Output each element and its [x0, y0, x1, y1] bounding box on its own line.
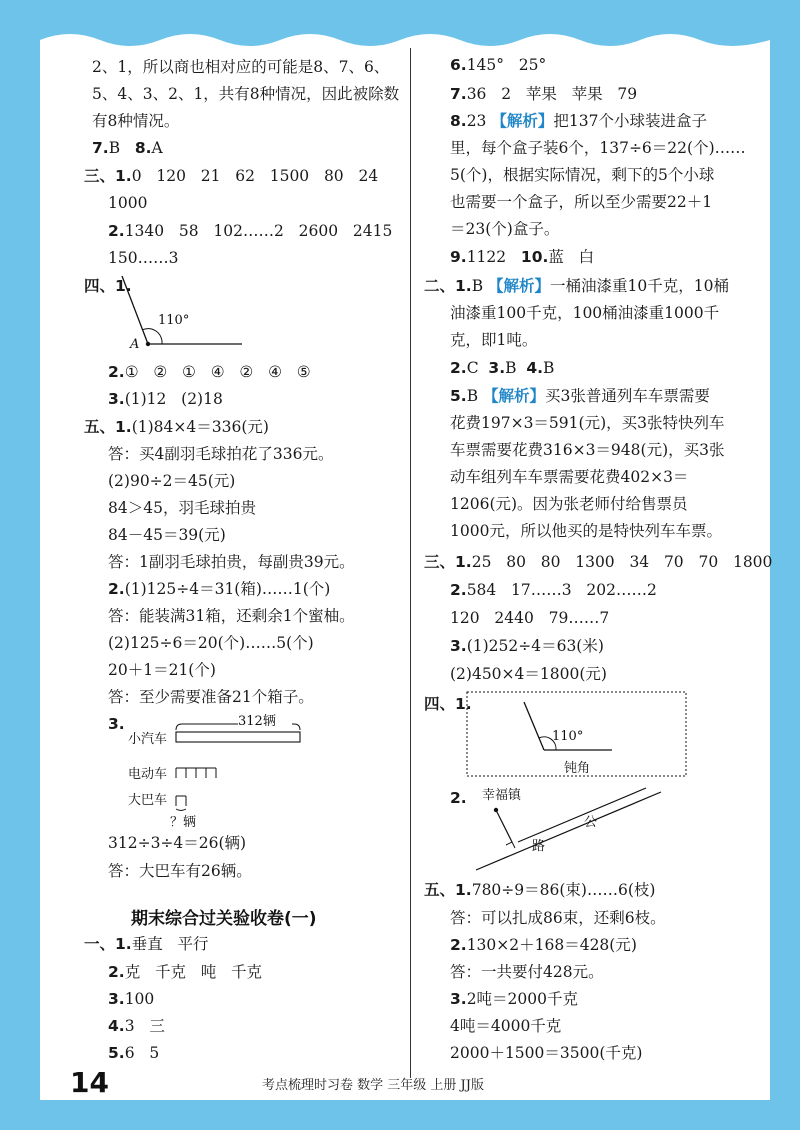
- answer-text: (1)125÷4＝31(箱)……1(个): [124, 580, 331, 598]
- answer-line: [450, 55, 546, 75]
- question-number: 6.: [450, 56, 467, 74]
- answer-text: 780÷9＝86(束)……6(枝): [471, 881, 656, 899]
- text-line: 车票需要花费316×3＝948(元)，买3张: [450, 441, 725, 459]
- answer-text: 1340 58 102……2 2600 2415: [124, 222, 393, 240]
- question-number: 2.: [108, 580, 125, 598]
- answer-text: 36 2 苹果 苹果 79: [466, 85, 638, 103]
- angle-label: 110°: [552, 729, 584, 744]
- page-number: 14: [70, 1066, 109, 1099]
- text-line: 1206(元)。因为张老师付给售票员: [450, 495, 688, 513]
- text-line: 120 2440 79……7: [450, 609, 610, 627]
- question-number: 1.: [115, 418, 132, 436]
- total-label: 312辆: [238, 714, 276, 729]
- segment-diagram: [120, 712, 320, 830]
- angle-vertex: [146, 342, 150, 346]
- answer-text: 克 千克 吨 千克: [124, 963, 263, 981]
- car-bar: [176, 732, 300, 742]
- answer-text: B: [543, 359, 555, 377]
- angle-ray: [524, 702, 544, 750]
- question-number: 2.: [108, 963, 125, 981]
- section-number: 二、: [424, 277, 456, 295]
- answer-text: 130×2＋168＝428(元): [466, 936, 637, 954]
- text-line: 2000＋1500＝3500(千克): [450, 1044, 643, 1062]
- row-label-electric: 电动车: [128, 767, 168, 782]
- answer-text: 25 80 80 1300 34 70 70 1800: [471, 553, 773, 571]
- answer-text: 2吨＝2000千克: [466, 990, 578, 1008]
- text-line: 5(个)，根据实际情况，剩下的5个小球: [450, 166, 715, 184]
- column-divider: [410, 48, 411, 1078]
- text-line: 84＞45，羽毛球拍贵: [108, 499, 256, 517]
- answer-text: B: [471, 277, 484, 295]
- analysis-tag: 【解析】: [483, 387, 546, 405]
- answer-text: B: [466, 387, 479, 405]
- right-angle-mark: [506, 842, 515, 848]
- section-number: 四、: [84, 277, 116, 295]
- answer-line: [424, 694, 472, 714]
- analysis-tag: 【解析】: [488, 277, 551, 295]
- perpendicular-line: [496, 810, 512, 842]
- text-line: 答：可以扎成86束，还剩6枝。: [450, 909, 666, 927]
- row-label-bus: 大巴车: [128, 793, 168, 808]
- answer-text: 0 120 21 62 1500 80 24: [131, 167, 379, 185]
- answer-line: [84, 166, 378, 186]
- question-number: 7.: [450, 85, 467, 103]
- question-number: 8.: [450, 112, 467, 130]
- point-label: A: [130, 337, 140, 352]
- question-number: 4.: [108, 1017, 125, 1035]
- question-number: 3.: [488, 359, 506, 377]
- question-number: 1.: [455, 881, 472, 899]
- question-number: 2.: [450, 359, 467, 377]
- answer-text: 3 三: [124, 1017, 165, 1035]
- text-line: 150……3: [108, 249, 179, 267]
- answer-line: [108, 962, 262, 982]
- answer-text: (1)84×4＝336(元): [131, 418, 269, 436]
- angle-ray: [122, 276, 148, 344]
- question-number: 5.: [108, 1044, 125, 1062]
- angle-caption: 钝角: [564, 761, 591, 776]
- answer-line: [424, 276, 729, 296]
- answer-text: 584 17……3 202……2: [466, 581, 657, 599]
- text-line: 也需要一个盒子，所以至少需要22＋1: [450, 193, 713, 211]
- answer-line: [450, 358, 554, 378]
- text-line: 答：至少需要准备21个箱子。: [108, 688, 314, 706]
- text-line: 答：一共要付428元。: [450, 963, 604, 981]
- answer-line: [450, 935, 637, 955]
- question-number: 1.: [455, 695, 472, 713]
- question-number: 7.: [92, 139, 109, 157]
- answer-line: [424, 880, 655, 900]
- analysis-tag: 【解析】: [491, 112, 554, 130]
- answer-text: B: [505, 359, 517, 377]
- answer-line: [92, 138, 163, 158]
- answer-line: [424, 552, 772, 572]
- text-line: 答：买4副羽毛球拍花了336元。: [108, 445, 334, 463]
- section-number: 四、: [424, 695, 456, 713]
- answer-line: [108, 1016, 165, 1036]
- text-line: 克，即1吨。: [450, 331, 538, 349]
- answer-text: (1)252÷4＝63(米): [466, 637, 604, 655]
- question-number: 3.: [108, 990, 125, 1008]
- angle-figure: [110, 272, 250, 352]
- text-line: 答：能装满31箱，还剩余1个蜜柚。: [108, 607, 355, 625]
- answer-line: [450, 989, 578, 1009]
- text-line: (2)90÷2＝45(元): [108, 472, 236, 490]
- answer-line: [108, 221, 392, 241]
- unknown-brace: [176, 809, 186, 811]
- question-number: 2.: [450, 789, 467, 807]
- question-number: 2.: [450, 581, 467, 599]
- text-line: 4吨＝4000千克: [450, 1017, 562, 1035]
- section-number: 一、: [84, 935, 116, 953]
- answer-line: [450, 111, 707, 131]
- answer-line: [450, 386, 710, 406]
- answer-line: [108, 389, 223, 409]
- answer-line: [450, 84, 637, 104]
- answer-line: [84, 417, 269, 437]
- text-line: 84－45＝39(元): [108, 526, 226, 544]
- answer-text: 6 5: [124, 1044, 160, 1062]
- answer-text: (1)12 (2)18: [124, 390, 223, 408]
- answer-line: [108, 989, 154, 1009]
- text-line: 答：1副羽毛球拍贵，每副贵39元。: [108, 553, 355, 571]
- text-line: ＝23(个)盒子。: [450, 220, 560, 238]
- section-number: 三、: [424, 553, 456, 571]
- answer-line: [450, 580, 657, 600]
- section-number: 五、: [84, 418, 116, 436]
- answer-text: ① ② ① ④ ② ④ ⑤: [124, 363, 311, 381]
- question-number: 9.: [450, 248, 467, 266]
- question-number: 10.: [520, 248, 549, 266]
- text-line: 312÷3÷4＝26(辆): [108, 834, 247, 852]
- answer-text: 一桶油漆重10千克，10桶: [550, 277, 729, 295]
- text-line: 1000: [108, 194, 148, 212]
- text-line: (2)125÷6＝20(个)……5(个): [108, 634, 314, 652]
- question-number: 1.: [115, 935, 132, 953]
- road-edge: [476, 792, 661, 870]
- road-label: 路: [532, 839, 546, 854]
- text-line: 花费197×3＝591(元)，买3张特快列车: [450, 414, 725, 432]
- section-number: 三、: [84, 167, 116, 185]
- question-number: 3.: [450, 637, 467, 655]
- text-line: 5、4、3、2、1，共有8种情况，因此被除数: [92, 85, 400, 103]
- question-number: 8.: [134, 139, 152, 157]
- text-line: 1000元，所以他买的是特快列车车票。: [450, 522, 722, 540]
- section-title: 期末综合过关验收卷(一): [131, 909, 317, 929]
- answer-line: [108, 1043, 159, 1063]
- answer-text: A: [151, 139, 163, 157]
- question-number: 2.: [108, 363, 125, 381]
- book-info: 考点梳理时习卷 数学 三年级 上册 JJ版: [262, 1078, 484, 1093]
- answer-text: 100: [124, 990, 155, 1008]
- question-number: 1.: [115, 277, 132, 295]
- question-number: 3.: [108, 390, 125, 408]
- text-line: (2)450×4＝1800(元): [450, 665, 607, 683]
- text-line: 20＋1＝21(个): [108, 661, 216, 679]
- row-label-car: 小汽车: [128, 732, 168, 747]
- unknown-label: ？辆: [170, 815, 197, 830]
- road-edge: [518, 788, 646, 842]
- road-map-figure: [466, 780, 666, 875]
- answer-text: 蓝 白: [548, 248, 595, 266]
- question-number: 2.: [450, 936, 467, 954]
- answer-line: [450, 788, 467, 808]
- text-line: 油漆重100千克，100桶油漆重1000千: [450, 304, 720, 322]
- angle-label: 110°: [158, 313, 190, 328]
- answer-text: 垂直 平行: [131, 935, 209, 953]
- question-number: 5.: [450, 387, 467, 405]
- answer-text: 23: [466, 112, 487, 130]
- question-number: 3.: [108, 715, 125, 733]
- question-number: 3.: [450, 990, 467, 1008]
- answer-line: [450, 247, 594, 267]
- question-number: 4.: [526, 359, 544, 377]
- answer-text: 145° 25°: [466, 56, 547, 74]
- answer-line: [450, 636, 604, 656]
- text-line: 动车组列车车票需要花费402×3＝: [450, 468, 689, 486]
- answer-text: 买3张普通列车车票需要: [545, 387, 710, 405]
- text-line: 里，每个盒子装6个，137÷6＝22(个)……: [450, 139, 746, 157]
- text-line: 有8种情况。: [92, 112, 180, 130]
- road-label: 公: [584, 815, 598, 830]
- question-number: 1.: [455, 277, 472, 295]
- question-number: 2.: [108, 222, 125, 240]
- section-number: 五、: [424, 881, 456, 899]
- answer-line: [84, 934, 209, 954]
- text-line: 2、1，所以商也相对应的可能是8、7、6、: [92, 58, 390, 76]
- answer-text: B: [108, 139, 121, 157]
- answer-text: 1122: [466, 248, 507, 266]
- answer-line: [108, 579, 330, 599]
- town-label: 幸福镇: [482, 788, 522, 803]
- answer-text: C: [466, 359, 479, 377]
- text-line: 答：大巴车有26辆。: [108, 862, 252, 880]
- question-number: 1.: [115, 167, 132, 185]
- obtuse-angle-figure: [466, 690, 688, 778]
- question-number: 1.: [455, 553, 472, 571]
- answer-line: [108, 362, 311, 382]
- answer-text: 把137个小球装进盒子: [553, 112, 707, 130]
